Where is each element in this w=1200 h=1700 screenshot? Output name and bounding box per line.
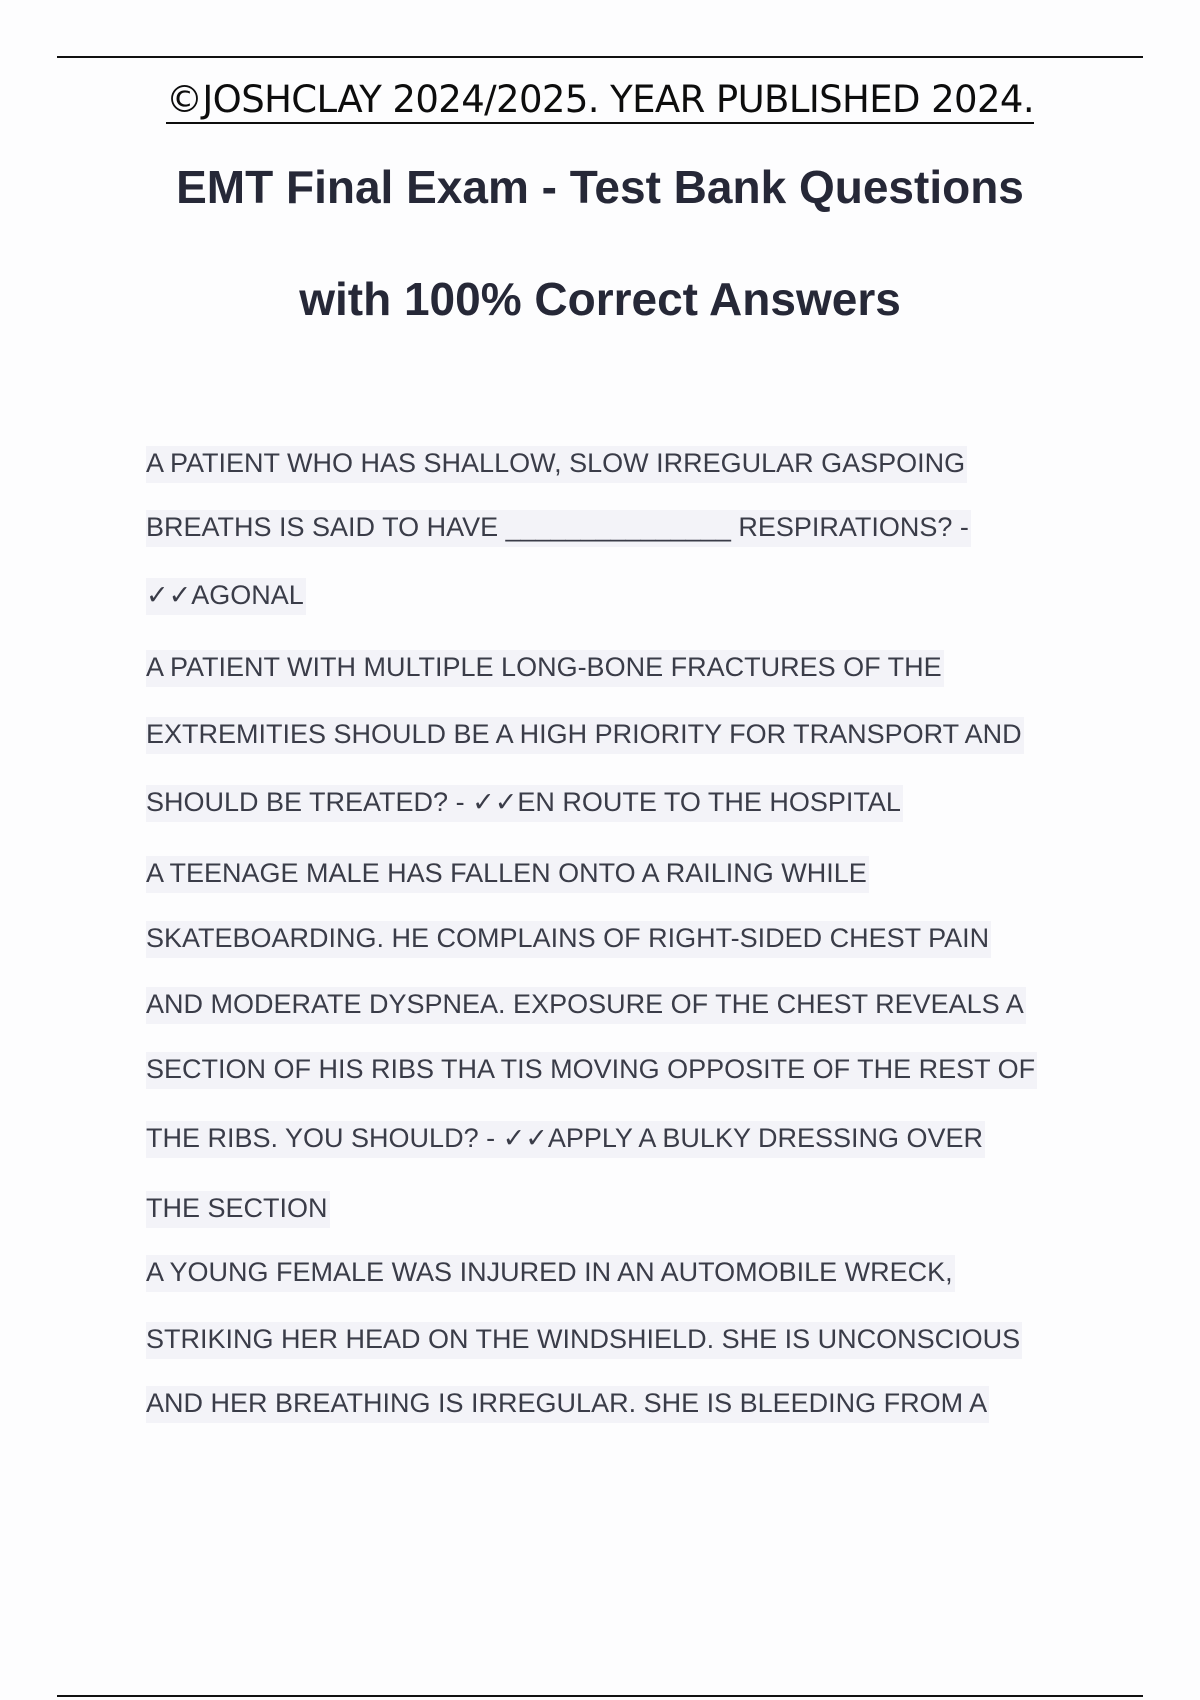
question-line: EXTREMITIES SHOULD BE A HIGH PRIORITY FOR TRANSPORT AND	[146, 717, 1024, 754]
question-line: A PATIENT WITH MULTIPLE LONG-BONE FRACTURES OF THE	[146, 650, 944, 687]
answer-line: THE SECTION	[146, 1191, 330, 1228]
question-line: A TEENAGE MALE HAS FALLEN ONTO A RAILING WHILE	[146, 856, 869, 893]
copyright-header	[0, 78, 1200, 121]
copyright-text: ©JOSHCLAY 2024/2025. YEAR PUBLISHED 2024.	[166, 78, 1034, 124]
question-line: SECTION OF HIS RIBS THA TIS MOVING OPPOSITE OF THE REST OF	[146, 1052, 1037, 1089]
question-line: AND HER BREATHING IS IRREGULAR. SHE IS BLEEDING FROM A	[146, 1386, 989, 1423]
question-line: STRIKING HER HEAD ON THE WINDSHIELD. SHE IS UNCONSCIOUS	[146, 1322, 1022, 1359]
answer-line: SHOULD BE TREATED? - ✓✓EN ROUTE TO THE HOSPITAL	[146, 785, 903, 822]
answer-line: ✓✓AGONAL	[146, 578, 306, 615]
top-rule	[57, 56, 1143, 58]
bottom-rule	[57, 1695, 1143, 1697]
answer-line: THE RIBS. YOU SHOULD? - ✓✓APPLY A BULKY DRESSING OVER	[146, 1121, 985, 1158]
question-line: BREATHS IS SAID TO HAVE _______________ RESPIRATIONS? -	[146, 510, 971, 547]
question-line: SKATEBOARDING. HE COMPLAINS OF RIGHT-SIDED CHEST PAIN	[146, 921, 991, 958]
question-line: A YOUNG FEMALE WAS INJURED IN AN AUTOMOBILE WRECK,	[146, 1255, 955, 1292]
document-title-line-1: EMT Final Exam - Test Bank Questions	[176, 161, 1024, 213]
question-line: AND MODERATE DYSPNEA. EXPOSURE OF THE CHEST REVEALS A	[146, 987, 1026, 1024]
document-title-line-2: with 100% Correct Answers	[299, 273, 901, 325]
question-line: A PATIENT WHO HAS SHALLOW, SLOW IRREGULAR GASPOING	[146, 446, 967, 483]
